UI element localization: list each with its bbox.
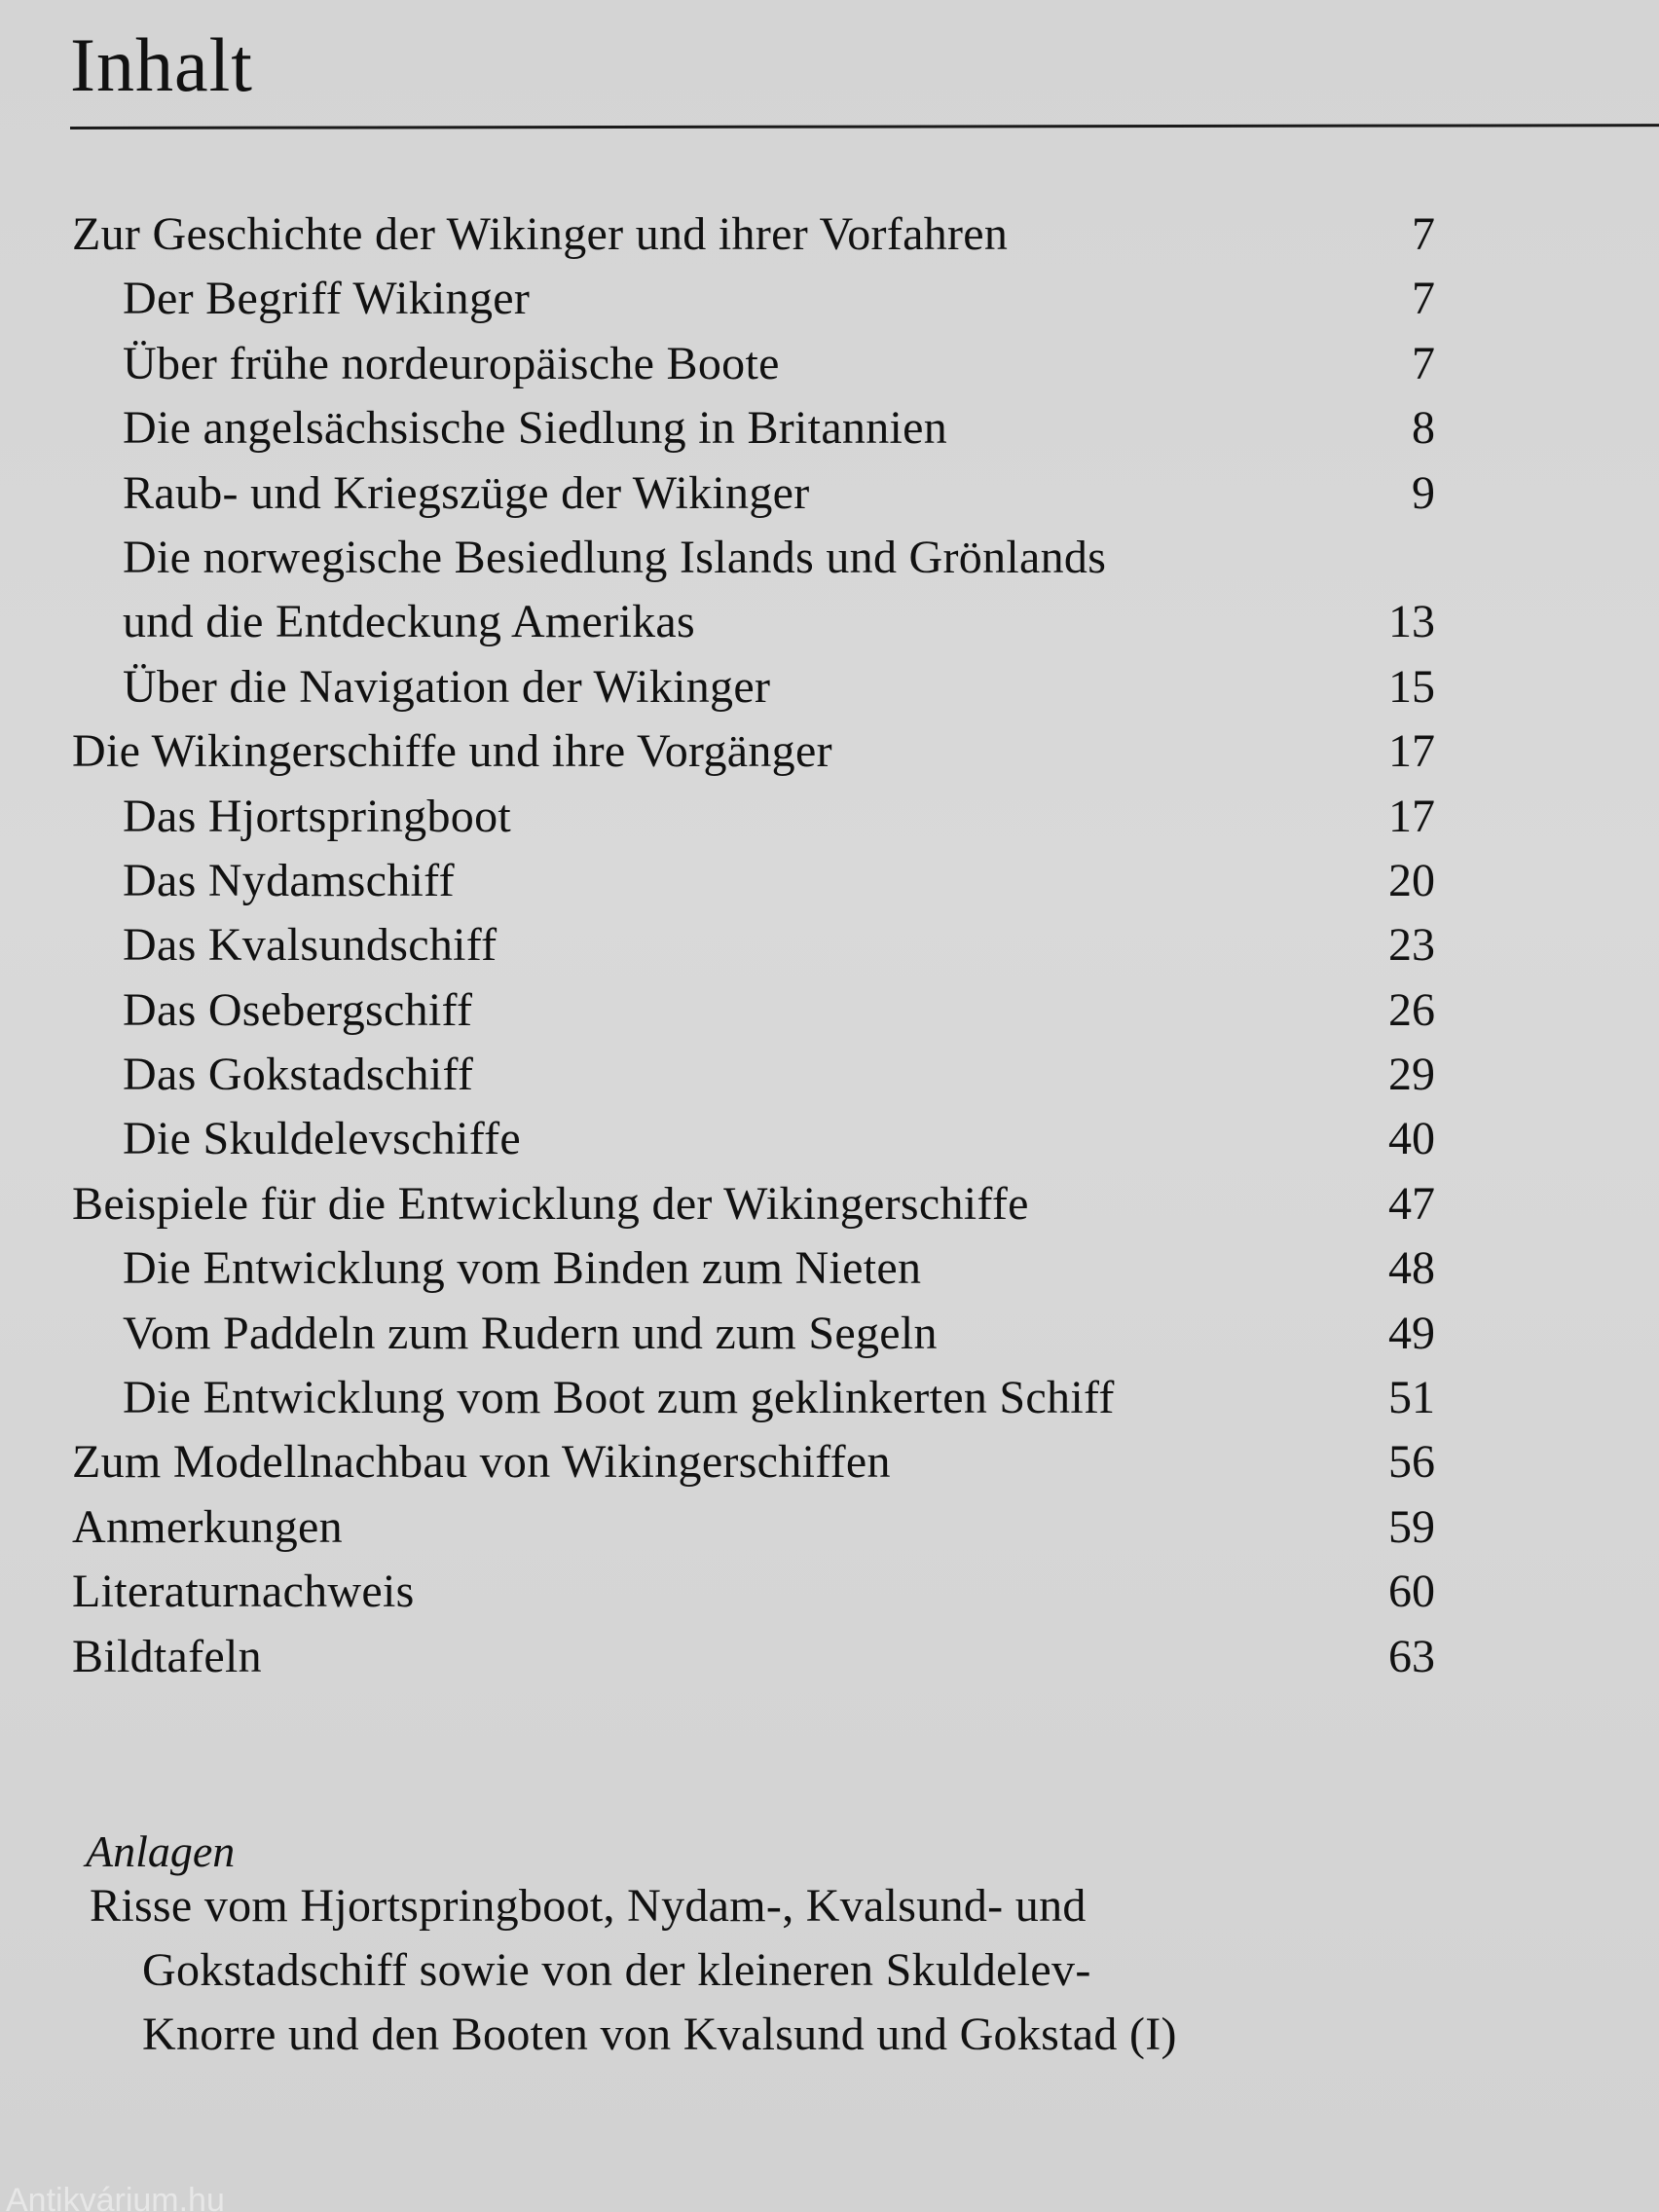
- toc-entry-title: Zum Modellnachbau von Wikingerschiffen: [72, 1436, 891, 1489]
- toc-entry-page: 29: [1388, 1049, 1435, 1101]
- toc-entry-title: Das Kvalsundschiff: [123, 919, 498, 972]
- toc-entry-page: 51: [1388, 1372, 1435, 1424]
- toc-entry: [0, 1625, 1659, 1689]
- toc-entry-page: 9: [1412, 466, 1435, 519]
- toc-entry-page: 47: [1388, 1177, 1435, 1230]
- toc-entry: [0, 461, 1659, 526]
- appendix-line: Knorre und den Booten von Kvalsund und Gokstad (I): [142, 2009, 1177, 2060]
- toc-entry-title: Das Gokstadschiff: [123, 1049, 474, 1101]
- toc-entry-title: Bildtafeln: [72, 1630, 262, 1682]
- toc-entry-title: Die Entwicklung vom Binden zum Nieten: [123, 1242, 922, 1295]
- toc-entry-page: 23: [1388, 919, 1435, 972]
- toc-entry-title: Die Entwicklung vom Boot zum geklinkerten Schiff: [123, 1372, 1115, 1424]
- toc-entry-page: 20: [1388, 854, 1435, 906]
- toc-entry: [0, 1172, 1659, 1236]
- toc-entry-title: Anmerkungen: [72, 1500, 343, 1553]
- page-title: Inhalt: [70, 22, 253, 107]
- toc-entry-page: 48: [1388, 1242, 1435, 1295]
- toc-entry: [0, 1236, 1659, 1301]
- toc-entry: [0, 267, 1659, 331]
- toc-entry-title: Das Osebergschiff: [123, 983, 473, 1036]
- title-rule: [70, 124, 1659, 129]
- toc-entry-title: Die angelsächsische Siedlung in Britannien: [123, 402, 948, 455]
- toc-entry-page: 7: [1412, 208, 1435, 260]
- toc-entry: [0, 849, 1659, 913]
- toc-entry-title: Die norwegische Besiedlung Islands und Grönlands: [123, 531, 1107, 583]
- toc-entry: [0, 396, 1659, 461]
- toc-entry-title: Beispiele für die Entwicklung der Wikingerschiffe: [72, 1177, 1029, 1230]
- toc-entry: [0, 1495, 1659, 1560]
- toc-entry-title: Über die Navigation der Wikinger: [123, 660, 771, 713]
- toc-entry-title: Der Begriff Wikinger: [123, 273, 531, 325]
- toc-entry: [0, 332, 1659, 396]
- toc-entry-page: 7: [1412, 337, 1435, 389]
- appendix-heading: Anlagen: [86, 1826, 236, 1876]
- toc-entry-page: 15: [1388, 660, 1435, 713]
- toc-entry-page: 56: [1388, 1436, 1435, 1489]
- toc-entry: [0, 1560, 1659, 1624]
- appendix-line: Risse vom Hjortspringboot, Nydam-, Kvalsund- und: [90, 1880, 1087, 1932]
- toc-entry-title: Über frühe nordeuropäische Boote: [123, 337, 780, 389]
- appendix-line: Gokstadschiff sowie von der kleineren Skuldelev-: [142, 1944, 1091, 1996]
- toc-entry-page: 17: [1388, 725, 1435, 778]
- toc-entry-page: 59: [1388, 1500, 1435, 1553]
- toc-entry-page: 40: [1388, 1113, 1435, 1165]
- toc-entry-page: 49: [1388, 1307, 1435, 1359]
- toc-entry-title: Die Wikingerschiffe und ihre Vorgänger: [72, 725, 832, 778]
- toc-entry: [0, 978, 1659, 1043]
- toc-entry-page: 7: [1412, 273, 1435, 325]
- toc-entry-page: 63: [1388, 1630, 1435, 1682]
- toc-entry: [0, 655, 1659, 719]
- toc-entry: [0, 590, 1659, 654]
- watermark: Antikvárium.hu: [6, 2182, 225, 2212]
- toc-entry: [0, 1107, 1659, 1171]
- toc-entry-page: 8: [1412, 402, 1435, 455]
- toc-entry: [0, 719, 1659, 784]
- toc-entry-title: Literaturnachweis: [72, 1566, 415, 1618]
- toc-entry-title: und die Entdeckung Amerikas: [123, 596, 695, 648]
- toc-entry-page: 17: [1388, 790, 1435, 842]
- toc-entry-title: Die Skuldelevschiffe: [123, 1113, 522, 1165]
- toc-entry: [0, 203, 1659, 267]
- toc-entry: [0, 526, 1659, 590]
- toc-entry: [0, 785, 1659, 849]
- toc-entry-title: Zur Geschichte der Wikinger und ihrer Vorfahren: [72, 208, 1009, 260]
- toc-entry-page: 60: [1388, 1566, 1435, 1618]
- toc-entry-title: Das Nydamschiff: [123, 854, 455, 906]
- toc-entry-title: Vom Paddeln zum Rudern und zum Segeln: [123, 1307, 938, 1359]
- toc-entry: [0, 1043, 1659, 1107]
- table-of-contents: [0, 203, 1659, 1689]
- toc-entry: [0, 1302, 1659, 1366]
- toc-entry: [0, 1366, 1659, 1430]
- toc-entry: [0, 913, 1659, 977]
- toc-entry-page: 26: [1388, 983, 1435, 1036]
- toc-entry-title: Das Hjortspringboot: [123, 790, 512, 842]
- toc-entry-page: 13: [1388, 596, 1435, 648]
- toc-entry-title: Raub- und Kriegszüge der Wikinger: [123, 466, 810, 519]
- toc-entry: [0, 1430, 1659, 1494]
